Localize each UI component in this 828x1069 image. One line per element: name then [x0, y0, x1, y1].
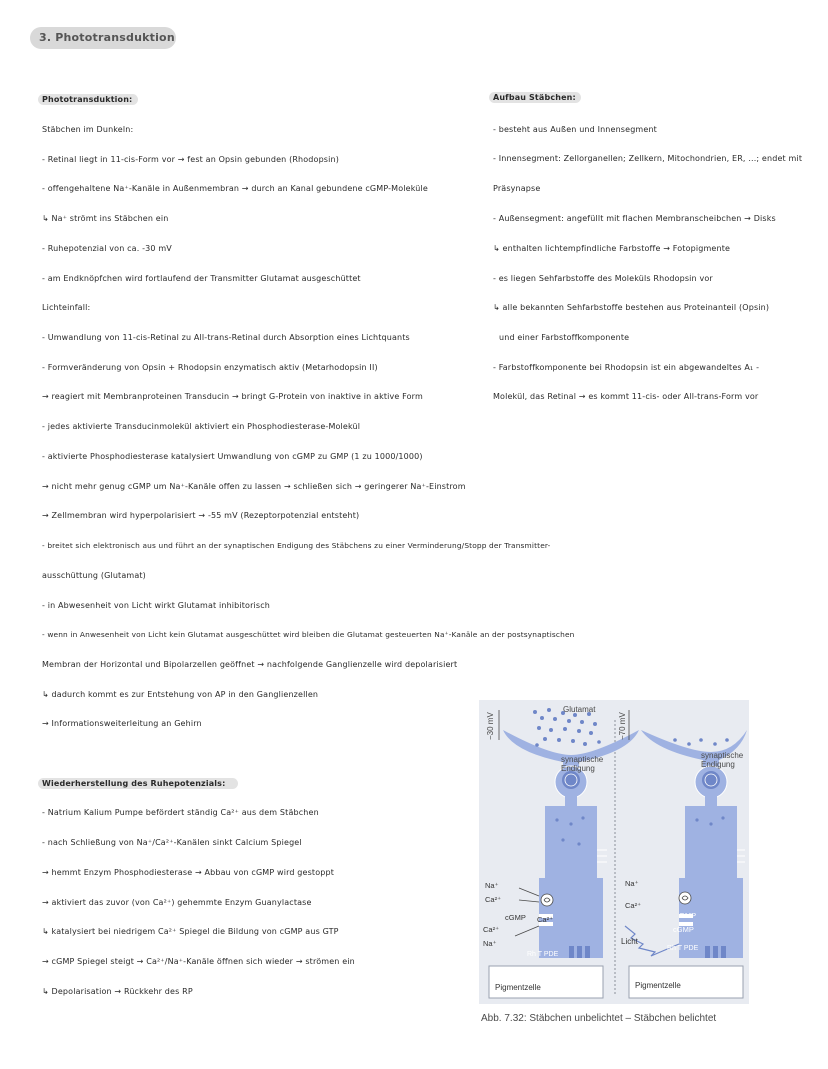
ion-label: Na⁺ — [625, 879, 639, 888]
voltage-left: −30 mV — [486, 712, 495, 740]
text-line: - Natrium Kalium Pumpe befördert ständig Ca²⁺ aus dem Stäbchen — [42, 808, 319, 817]
text-line: - wenn in Anwesenheit von Licht kein Glutamat ausgeschüttet wird bleiben die Glutamat gesteuerten Na⁺-Kanäle an der postsynaptischen — [42, 630, 575, 639]
rod-cell-figure — [479, 700, 749, 1004]
text-line: Membran der Horizontal und Bipolarzellen geöffnet → nachfolgende Ganglienzelle wird depolarisiert — [42, 660, 458, 669]
text-line: Lichteinfall: — [42, 303, 91, 312]
ion-label: cGMP — [673, 925, 694, 934]
ion-channel-icon — [679, 892, 691, 904]
protein-label: Rh T PDE — [667, 945, 699, 952]
text-line: Stäbchen im Dunkeln: — [42, 125, 134, 134]
rod-body — [679, 806, 743, 958]
text-line: → hemmt Enzym Phosphodiesterase → Abbau von cGMP wird gestoppt — [42, 868, 334, 877]
pigment-label: Pigmentzelle — [495, 983, 541, 992]
ion-label: Ca²⁺ — [483, 925, 500, 934]
phototransduction-heading: Phototransduktion: — [42, 95, 133, 104]
text-line: ↳ katalysiert bei niedrigem Ca²⁺ Spiegel die Bildung von cGMP aus GTP — [42, 927, 339, 936]
text-line: - Umwandlung von 11-cis-Retinal zu All-trans-Retinal durch Absorption eines Lichtquants — [42, 333, 410, 342]
text-line: - Formveränderung von Opsin + Rhodopsin enzymatisch aktiv (Metarhodopsin II) — [42, 363, 378, 372]
ion-label: Ca²⁺ — [485, 895, 502, 904]
light-label: Licht — [621, 937, 638, 946]
text-line: ↳ enthalten lichtempfindliche Farbstoffe → Fotopigmente — [493, 244, 731, 253]
section-title: 3. Phototransduktion — [30, 27, 176, 49]
text-line: ↳ Depolarisation → Rückkehr des RP — [42, 987, 193, 996]
pigment-label: Pigmentzelle — [635, 981, 681, 990]
ion-label: cGMP — [505, 913, 526, 922]
text-line: - Innensegment: Zellorganellen; Zellkern, Mitochondrien, ER, ...; endet mit — [493, 154, 803, 163]
text-line: ausschüttung (Glutamat) — [42, 571, 146, 580]
synapse-label-right: synaptische — [701, 751, 744, 760]
text-line: - besteht aus Außen und Innensegment — [493, 125, 657, 134]
glutamat-label: Glutamat — [563, 705, 596, 714]
synapse-label-right-2: Endigung — [701, 760, 735, 769]
text-line: → reagiert mit Membranproteinen Transducin → bringt G-Protein von inaktive in aktive Form — [42, 392, 423, 401]
text-line: ↳ alle bekannten Sehfarbstoffe bestehen aus Proteinanteil (Opsin) — [493, 303, 770, 312]
text-line: und einer Farbstoffkomponente — [499, 333, 630, 342]
text-line: - in Abwesenheit von Licht wirkt Glutamat inhibitorisch — [42, 601, 270, 610]
synapse-label-left: synaptische — [561, 755, 604, 764]
text-line: - es liegen Sehfarbstoffe des Moleküls Rhodopsin vor — [493, 274, 713, 283]
pigment-cell — [489, 966, 603, 998]
text-line: → Informationsweiterleitung an Gehirn — [42, 719, 202, 728]
rod-diagram — [479, 700, 749, 1004]
text-line: → nicht mehr genug cGMP um Na⁺-Kanäle offen zu lassen → schließen sich → geringerer Na⁺-Einstrom — [42, 482, 466, 491]
text-line: Präsynapse — [493, 184, 541, 193]
text-line: → aktiviert das zuvor (von Ca²⁺) gehemmte Enzym Guanylactase — [42, 898, 312, 907]
restore-heading: Wiederherstellung des Ruhepotenzials: — [42, 779, 226, 788]
ion-label: Ca²⁺ — [537, 915, 554, 924]
voltage-right: −70 mV — [618, 712, 627, 740]
text-line: - Farbstoffkomponente bei Rhodopsin ist ein abgewandeltes A₁ - — [493, 363, 760, 372]
text-line: - jedes aktivierte Transducinmolekül aktiviert ein Phosphodiesterase-Molekül — [42, 422, 361, 431]
text-line: - nach Schließung von Na⁺/Ca²⁺-Kanälen sinkt Calcium Spiegel — [42, 838, 302, 847]
ion-label: Ca²⁺ — [625, 901, 642, 910]
text-line: ↳ Na⁺ strömt ins Stäbchen ein — [42, 214, 169, 223]
synapse-label-left-2: Endigung — [561, 764, 595, 773]
ion-channel-icon — [541, 894, 553, 906]
rod-structure-heading: Aufbau Stäbchen: — [493, 93, 576, 102]
text-line: → Zellmembran wird hyperpolarisiert → -55 mV (Rezeptorpotenzial entsteht) — [42, 511, 360, 520]
ion-label: Na⁺ — [485, 881, 499, 890]
text-line: ↳ dadurch kommt es zur Entstehung von AP in den Ganglienzellen — [42, 690, 319, 699]
text-line: Molekül, das Retinal → es kommt 11-cis- oder All-trans-Form vor — [493, 392, 759, 401]
text-line: - offengehaltene Na⁺-Kanäle in Außenmembran → durch an Kanal gebundene cGMP-Moleküle — [42, 184, 428, 193]
protein-label: Rh T PDE — [527, 951, 559, 958]
text-line: - Retinal liegt in 11-cis-Form vor → fest an Opsin gebunden (Rhodopsin) — [42, 155, 339, 164]
text-line: - aktivierte Phosphodiesterase katalysiert Umwandlung von cGMP zu GMP (1 zu 1000/1000) — [42, 452, 423, 461]
ion-label: GMP — [679, 911, 697, 920]
text-line: - breitet sich elektronisch aus und führt an der synaptischen Endigung des Stäbchens zu einer Verminderung/Stopp der Transmitter- — [42, 541, 551, 550]
text-line: → cGMP Spiegel steigt → Ca²⁺/Na⁺-Kanäle öffnen sich wieder → strömen ein — [42, 957, 355, 966]
rod-body — [539, 806, 603, 958]
text-line: - Ruhepotenzial von ca. -30 mV — [42, 244, 172, 253]
text-line: - am Endknöpfchen wird fortlaufend der Transmitter Glutamat ausgeschüttet — [42, 274, 361, 283]
text-line: - Außensegment: angefüllt mit flachen Membranscheibchen → Disks — [493, 214, 776, 223]
ion-label: Na⁺ — [483, 939, 497, 948]
figure-caption: Abb. 7.32: Stäbchen unbelichtet – Stäbchen belichtet — [481, 1013, 717, 1024]
